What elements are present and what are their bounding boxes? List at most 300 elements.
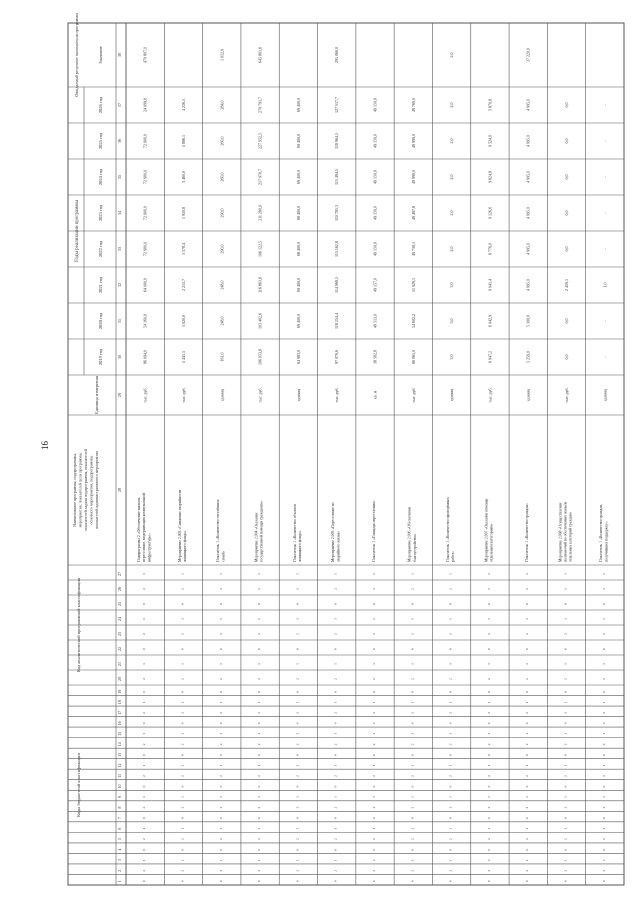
year-value-cell: - [602,176,608,178]
code-digit: 1 [486,618,491,620]
code-digit: 2 [410,806,415,809]
code-digit: 2 [563,633,568,635]
code-digit: 2 [372,711,376,714]
column-code: 26 [117,587,122,591]
completion-cell: 645 801,6 [257,47,263,63]
year-value-cell: 3,0 [449,318,455,324]
column-code: 23 [117,632,122,636]
code-digit: 2 [218,806,223,809]
code-digit: 2 [448,678,453,680]
code-digit: 2 [295,775,300,777]
code-digit: 0 [257,690,262,693]
year-value-cell: 4 995,0 [525,99,531,111]
year-value-cell: 5 445,5 [180,351,186,363]
code-digit: 2 [563,743,568,746]
year-value-cell: 211 280,0 [257,205,263,221]
code-digit: 2 [257,633,262,635]
code-digit: 0 [333,603,338,605]
unit-cell: тыс. руб. [410,387,416,403]
code-digit: 0 [563,785,568,788]
indicator-cell: Мероприятие 2.006 «Обеспечение [407,506,412,562]
code-digit: 0 [563,848,568,851]
code-digit: 2 [142,838,147,841]
code-digit: 1 [333,663,338,665]
code-digit: 0 [295,785,300,788]
code-digit: 0 [142,880,147,883]
code-digit: 2 [601,838,606,841]
code-digit: 0 [295,690,300,693]
code-digit: 0 [180,848,185,851]
code-digit: 2 [295,678,300,680]
code-digit: 0 [525,754,530,756]
code-digit: 0 [257,785,262,788]
code-digit: 0 [486,754,491,756]
code-digit: 1 [142,859,147,862]
year-value-cell: 49 150,0 [372,206,378,220]
code-digit: 2 [257,743,262,746]
indicator-cell: инфраструктуры» [147,533,152,562]
code-digit: 1 [486,573,491,575]
code-digit: 2 [295,633,300,635]
page-number: 16 [40,441,50,450]
column-code: 2 [117,869,122,872]
code-digit: 2 [333,633,338,635]
header-budget-codes: Коды бюджетной классификации [76,753,81,817]
code-digit: 2 [601,775,606,777]
year-value-cell: 72 900,0 [142,206,148,220]
year-value-cell: 69 400,0 [295,170,301,184]
year-value-cell: 1,0 [602,282,608,288]
code-digit: 1 [601,796,606,798]
column-code: 37 [117,103,122,107]
code-digit: 1 [180,701,185,704]
code-digit: 2 [333,743,338,746]
year-value-cell: 49 999,0 [410,134,416,148]
year-value-cell: - [602,104,608,106]
code-digit: 1 [372,764,376,767]
code-digit: 0 [448,722,453,725]
unit-cell: тыс. руб. [180,387,186,403]
code-digit: 1 [180,827,185,830]
code-digit: 0 [180,785,185,788]
code-digit: 0 [142,848,147,851]
code-digit: 1 [372,701,376,704]
code-digit: 2 [257,838,262,841]
code-digit: 0 [218,690,223,693]
code-digit: 1 [448,764,453,767]
year-value-cell: 2,0 [449,174,455,180]
code-digit: 2 [295,869,300,872]
code-digit: 0 [563,880,568,883]
year-value-cell: - [602,320,608,322]
code-digit: 0 [563,722,568,725]
code-digit: 1 [601,732,606,735]
code-digit: 1 [525,573,530,575]
code-digit: 2 [333,775,338,777]
code-digit: 0 [486,603,491,605]
column-code: 22 [117,647,122,651]
code-digit: 1 [295,796,300,798]
code-digit: 1 [333,618,338,620]
code-digit: 0 [180,690,185,693]
code-digit: 0 [563,817,568,819]
year-value-cell: 0,0 [564,102,570,108]
column-code: 14 [117,742,122,747]
code-digit: 1 [410,701,415,704]
header-indicator-line: основного мероприятия, подпрограммы, [88,455,94,525]
code-digit: 1 [410,573,415,575]
code-digit: 1 [333,796,338,798]
unit-cell: единиц [219,388,225,402]
code-digit: 2 [295,806,300,809]
unit-cell: тыс. руб. [257,387,263,403]
code-digit: 0 [601,603,606,605]
unit-cell: тыс. руб. [487,387,493,403]
code-digit: 0 [525,648,530,650]
code-digit: 2 [372,869,376,872]
code-digit: 1 [410,764,415,767]
code-digit: 1 [257,764,262,767]
year-value-cell: 0,0 [564,246,570,252]
code-digit: 1 [180,732,185,735]
year-value-cell: 8 776,0 [487,243,493,255]
indicator-cell: отдельных категорий граждан» [568,511,573,562]
code-digit: 1 [295,573,300,575]
code-digit: 0 [180,603,185,605]
year-value-cell: 6 042,9 [487,315,493,327]
code-digit: 0 [142,722,147,725]
code-digit: 2 [295,743,300,746]
year-value-cell: 0,0 [564,354,570,360]
code-digit: 0 [525,785,530,788]
indicator-cell: Показатель 1 «Количество граждан, [599,504,604,562]
code-digit: 0 [295,648,300,650]
column-code: 4 [117,848,122,851]
code-digit: 0 [448,754,453,756]
code-digit: 2 [295,838,300,841]
code-digit: 0 [601,817,606,819]
code-digit: 1 [448,732,453,735]
year-value-cell: 290,0 [219,244,225,254]
code-digit: 1 [180,618,185,620]
code-digit: 0 [372,648,376,650]
code-digit: 0 [372,848,376,851]
code-digit: 0 [142,754,147,756]
code-digit: 1 [333,827,338,830]
year-value-cell: 64 000,0 [142,278,148,292]
code-digit: 1 [257,859,262,862]
code-digit: 1 [295,827,300,830]
column-code: 6 [117,827,122,830]
year-value-cell: 68 400,0 [295,242,301,256]
year-value-cell: 3,0 [449,354,455,360]
code-digit: 0 [601,880,606,883]
code-digit: 1 [142,701,147,704]
year-value-cell: 4 995,0 [525,171,531,183]
code-digit: 2 [333,711,338,714]
code-digit: 0 [448,817,453,819]
column-code: 35 [117,175,122,179]
year-value-cell: 9 824,8 [487,171,493,183]
code-digit: 2 [218,588,223,590]
code-digit: 2 [142,806,147,809]
year-value-cell: 49 487,8 [410,206,416,220]
code-digit: 2 [257,711,262,714]
code-digit: 1 [563,618,568,620]
column-code: 10 [117,784,122,789]
code-digit: 1 [525,663,530,665]
year-value-cell: 1 950,8 [180,207,186,219]
year-value-cell: 290,0 [219,208,225,218]
code-digit: 0 [333,848,338,851]
code-digit: 1 [563,732,568,735]
code-digit: 1 [448,573,453,575]
code-digit: 1 [142,796,147,798]
code-digit: 0 [410,785,415,788]
code-digit: 0 [410,754,415,756]
code-digit: 0 [486,722,491,725]
code-digit: 1 [142,732,147,735]
code-digit: 2 [180,711,185,714]
code-digit: 2 [180,775,185,777]
year-value-cell: 106 122,5 [257,241,263,257]
year-value-cell: 64 983,0 [295,350,301,364]
code-digit: 2 [218,743,223,746]
code-digit: 2 [142,743,147,746]
year-header: 2020 год [98,312,103,330]
year-value-cell: 4 995,0 [525,279,531,291]
year-value-cell: 9 126,6 [487,207,493,219]
code-digit: 0 [448,880,453,883]
column-code: 8 [117,806,122,809]
code-digit: 2 [218,869,223,872]
year-value-cell: 2,0 [449,210,455,216]
year-value-cell: 3,0 [449,282,455,288]
code-digit: 0 [142,648,147,650]
code-digit: 0 [486,817,491,819]
code-digit: 1 [410,663,415,665]
code-digit: 1 [448,859,453,862]
year-value-cell: 3 460,0 [180,171,186,183]
column-code: 9 [117,796,122,799]
code-digit: 1 [563,859,568,862]
code-digit: 1 [448,663,453,665]
code-digit: 1 [218,827,223,830]
indicator-cell: Показатель 1 «Количество объектов [292,503,297,562]
year-value-cell: 116 863,8 [257,277,263,293]
code-digit: 0 [372,722,376,725]
indicator-cell: Показатель 1 «Количество граждан» [525,503,530,562]
completion-cell: 291 066,0 [334,47,340,63]
code-digit: 2 [218,711,223,714]
indicator-cell: Мероприятие 2.003 «Снижение аварийности [177,489,182,562]
year-value-cell: 260,0 [219,136,225,146]
year-value-cell: - [602,248,608,250]
code-digit: 2 [563,678,568,680]
code-digit: 0 [601,722,606,725]
code-digit: 2 [410,588,415,590]
code-digit: 1 [218,618,223,620]
code-digit: 1 [601,618,606,620]
code-digit: 0 [601,754,606,756]
year-value-cell: 118 964,5 [334,133,340,149]
code-digit: 0 [410,648,415,650]
code-digit: 0 [448,648,453,650]
year-value-cell: 72 900,0 [142,134,148,148]
year-value-cell: 5 300,0 [525,315,531,327]
year-value-cell: 69 400,0 [295,134,301,148]
code-digit: 0 [372,603,376,605]
code-digit: 2 [486,775,491,777]
code-digit: 2 [218,678,223,680]
code-digit: 0 [333,754,338,756]
code-digit: 0 [295,817,300,819]
year-value-cell: 4 995,0 [525,243,531,255]
code-digit: 1 [448,701,453,704]
code-digit: 2 [372,775,376,777]
code-digit: 2 [448,838,453,841]
completion-cell: 37 220,0 [525,48,531,62]
code-digit: 1 [448,796,453,798]
code-digit: 1 [372,796,376,798]
code-digit: 2 [525,633,530,635]
code-digit: 0 [180,817,185,819]
code-digit: 0 [372,690,376,693]
completion-cell: 1 012,0 [219,49,225,61]
code-digit: 2 [257,588,262,590]
year-header: 2021 год [98,276,103,294]
code-digit: 0 [448,690,453,693]
code-digit: 0 [525,603,530,605]
code-digit: 1 [372,827,376,830]
code-digit: 2 [218,838,223,841]
code-digit: 2 [448,711,453,714]
year-header: 2022 год [98,240,103,258]
column-code: 27 [117,572,122,576]
rotated-table-scan [58,13,634,895]
indicator-cell: Мероприятие 2.004 «Оказание [254,512,259,562]
code-digit: 1 [601,701,606,704]
column-code: 31 [117,319,122,323]
year-value-cell: 72 900,0 [142,242,148,256]
code-digit: 0 [333,880,338,883]
column-code: 20 [117,677,122,681]
code-digit: 1 [295,618,300,620]
code-digit: 1 [410,732,415,735]
indicator-cell: государственной помощи гражданам» [259,500,264,562]
code-digit: 0 [525,880,530,883]
code-digit: 2 [372,633,376,635]
indicator-cell: полномочий по обеспечению жильём [563,501,568,562]
code-digit: 1 [525,618,530,620]
year-value-cell: 86 065,0 [410,350,416,364]
code-digit: 1 [218,701,223,704]
code-digit: 0 [486,648,491,650]
code-digit: 0 [601,690,606,693]
code-digit: 2 [142,678,147,680]
code-digit: 1 [372,859,376,862]
year-value-cell: 5 259,0 [525,351,531,363]
code-digit: 2 [410,743,415,746]
year-value-cell: 51 929,1 [410,278,416,292]
code-digit: 2 [525,869,530,872]
code-digit: 1 [372,573,376,575]
code-digit: 0 [218,880,223,883]
code-digit: 1 [563,764,568,767]
column-code: 5 [117,838,122,841]
code-digit: 1 [180,764,185,767]
year-value-cell: 161,0 [219,352,225,362]
code-digit: 1 [333,859,338,862]
unit-cell: тыс. руб. [142,387,148,403]
year-header: 2023 год [98,204,103,222]
indicator-cell: Показатель 1 «Площадь переселения» [372,500,376,562]
code-digit: 0 [525,817,530,819]
code-digit: 0 [525,848,530,851]
year-value-cell: 69 400,0 [295,314,301,328]
code-digit: 0 [257,880,262,883]
code-digit: 1 [142,618,147,620]
code-digit: 2 [180,588,185,590]
code-digit: 2 [180,633,185,635]
code-digit: 1 [295,859,300,862]
code-digit: 1 [525,796,530,798]
column-code: 12 [117,763,122,768]
indicator-cell: семей» [221,550,226,562]
code-digit: 0 [257,754,262,756]
code-digit: 0 [180,722,185,725]
code-digit: 2 [218,633,223,635]
code-digit: 2 [563,775,568,777]
code-digit: 0 [218,648,223,650]
code-digit: 1 [486,663,491,665]
column-code: 25 [117,602,122,606]
column-code: 34 [117,211,122,215]
code-digit: 1 [372,618,376,620]
code-digit: 2 [448,633,453,635]
code-digit: 2 [180,743,185,746]
code-digit: 2 [180,838,185,841]
code-digit: 1 [218,573,223,575]
code-digit: 1 [372,663,376,665]
year-value-cell: 2 215,7 [180,279,186,291]
code-digit: 0 [486,880,491,883]
code-digit: 0 [410,690,415,693]
code-digit: 2 [601,711,606,714]
column-code: 17 [117,710,122,715]
code-digit: 1 [142,573,147,575]
year-value-cell: 0,0 [564,318,570,324]
code-digit: 0 [142,690,147,693]
code-digit: 1 [295,764,300,767]
unit-cell: единиц [295,388,301,402]
code-digit: 2 [333,838,338,841]
code-digit: 2 [486,678,491,680]
code-digit: 2 [601,743,606,746]
code-digit: 0 [563,603,568,605]
header-completion: Ожидаемый результат выполнения программы [74,13,79,97]
code-digit: 0 [180,648,185,650]
code-digit: 0 [486,690,491,693]
year-value-cell: - [602,140,608,142]
code-digit: 2 [601,588,606,590]
year-value-cell: 49 769,0 [410,98,416,112]
code-digit: 1 [410,618,415,620]
code-digit: 1 [257,732,262,735]
code-digit: 2 [563,869,568,872]
year-value-cell: 0,0 [564,138,570,144]
code-digit: 2 [372,806,376,809]
